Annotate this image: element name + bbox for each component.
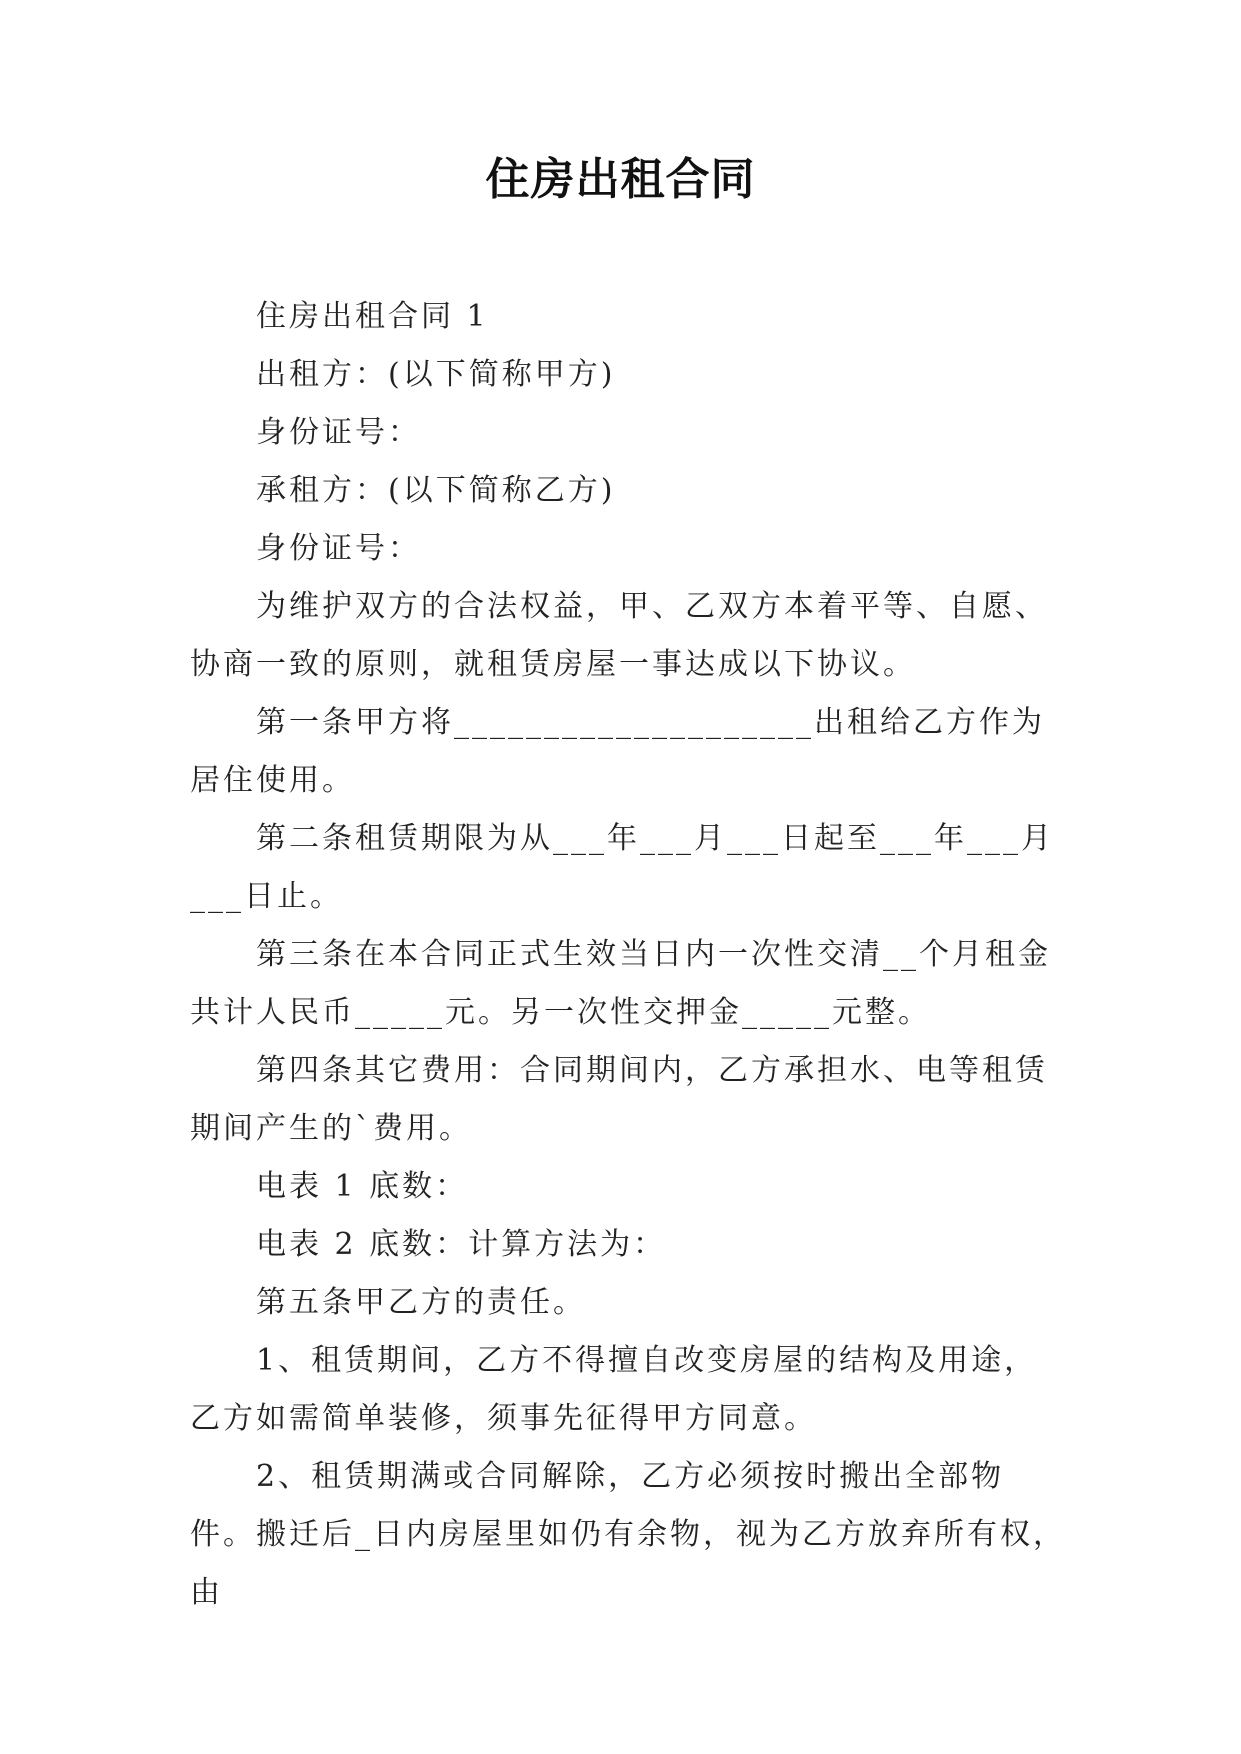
paragraph-article-1: 第一条甲方将____________________出租给乙方作为居住使用。 (190, 705, 1045, 798)
paragraph-article-2: 第二条租赁期限为从___年___月___日起至___年___月___日止。 (190, 821, 1054, 914)
paragraph-article-5: 第五条甲乙方的责任。 (256, 1285, 586, 1320)
paragraph-lessee: 承租方：(以下简称乙方) (256, 473, 616, 508)
paragraph-preamble: 为维护双方的合法权益，甲、乙双方本着平等、自愿、协商一致的原则，就租赁房屋一事达成以下协议。 (190, 589, 1048, 682)
paragraph-heading: 住房出租合同 1 (256, 299, 489, 334)
paragraph-meter-1: 电表 1 底数： (256, 1169, 469, 1204)
paragraph-lessor: 出租方：(以下简称甲方) (256, 357, 616, 392)
paragraph-article-4: 第四条其它费用：合同期间内，乙方承担水、电等租赁期间产生的`费用。 (190, 1053, 1048, 1146)
paragraph-lessee-id: 身份证号： (256, 531, 421, 566)
paragraph-clause-2: 2、租赁期满或合同解除，乙方必须按时搬出全部物件。搬迁后_日内房屋里如仍有余物，视为乙方放弃所有权，由 (190, 1459, 1066, 1610)
paragraph-clause-1: 1、租赁期间，乙方不得擅自改变房屋的结构及用途，乙方如需简单装修，须事先征得甲方同意。 (190, 1343, 1038, 1436)
paragraph-article-3: 第三条在本合同正式生效当日内一次性交清__个月租金共计人民币_____元。另一次性交押金_____元整。 (190, 937, 1051, 1030)
document-title: 住房出租合同 (485, 154, 756, 205)
paragraph-meter-2: 电表 2 底数：计算方法为： (256, 1227, 667, 1262)
paragraph-lessor-id: 身份证号： (256, 415, 421, 450)
document-body (190, 288, 1070, 1622)
